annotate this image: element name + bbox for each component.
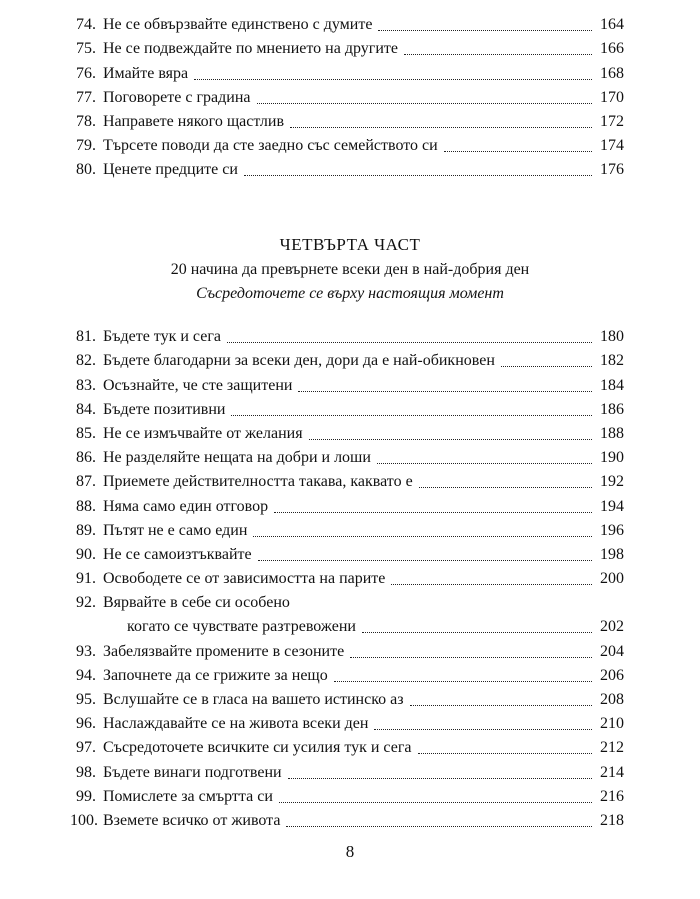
toc-entry (70, 807, 624, 831)
dot-leader (374, 728, 592, 730)
toc-entry (76, 347, 624, 371)
dot-leader (419, 486, 592, 488)
entry-number: 76. (76, 64, 96, 82)
page-number: 8 (345, 842, 355, 861)
entry-page: 204 (600, 642, 624, 660)
toc-entry (76, 517, 624, 541)
entry-number: 74. (76, 16, 96, 34)
entry-title: Няма само един отговор (103, 497, 269, 515)
entry-number: 87. (76, 473, 96, 491)
entry-number: 82. (76, 352, 96, 370)
entry-title: Наслаждавайте се на живота всеки ден (103, 715, 369, 733)
entry-number: 83. (76, 376, 96, 394)
toc-entry (76, 686, 624, 710)
entry-number: 84. (76, 400, 96, 418)
entry-page: 190 (600, 449, 624, 467)
entry-number: 81. (76, 328, 96, 346)
entry-page: 218 (600, 811, 624, 829)
entry-number: 79. (76, 137, 96, 155)
toc-entry (76, 637, 624, 661)
entry-page: 174 (600, 137, 624, 155)
entry-title: Приемете действителността такава, каквато е (103, 473, 413, 491)
dot-leader (444, 150, 592, 152)
entry-page: 208 (600, 691, 624, 708)
entry-title: Осъзнайте, че сте защитени (103, 376, 293, 394)
entry-number: 89. (76, 521, 96, 539)
toc-entry (76, 541, 624, 565)
toc-entry (76, 565, 624, 589)
entry-number: 77. (76, 88, 96, 106)
entry-title: Търсете поводи да сте заедно със семейството си (103, 137, 438, 155)
toc-entry (76, 444, 624, 468)
entry-number: 94. (76, 666, 96, 684)
toc-entry (76, 59, 624, 83)
entry-number: 97. (76, 739, 96, 757)
entry-title: Не се подвеждайте по мнението на другите (103, 40, 398, 58)
entry-number: 95. (76, 691, 96, 708)
part-motto: Съсредоточете се върху настоящия момент (196, 285, 504, 302)
entry-number: 93. (76, 642, 96, 660)
toc-list-bottom (70, 323, 624, 831)
entry-page: 202 (600, 618, 624, 636)
entry-page: 194 (600, 497, 624, 515)
toc-entry (76, 662, 624, 686)
entry-title: Вземете всичко от живота (103, 811, 281, 829)
toc-entry (76, 468, 624, 492)
dot-leader (418, 752, 593, 754)
dot-leader (309, 438, 592, 440)
part-heading (0, 234, 700, 305)
part-title: ЧЕТВЪРТА ЧАСТ (279, 235, 421, 254)
entry-title: Започнете да се грижите за нещо (103, 666, 328, 684)
toc-entry (76, 156, 624, 180)
toc-entry-continuation (76, 613, 624, 637)
entry-number: 78. (76, 112, 96, 130)
dot-leader (286, 825, 592, 827)
entry-number: 88. (76, 497, 96, 515)
part-subtitle: 20 начина да превърнете всеки ден в най-добрия ден (170, 261, 530, 278)
entry-page: 170 (600, 88, 624, 106)
entry-title: Не се обвързвайте единствено с думите (103, 16, 373, 34)
dot-leader (274, 511, 592, 513)
dot-leader (391, 583, 592, 585)
entry-page: 206 (600, 666, 624, 684)
entry-title: Освободете се от зависимостта на парите (103, 570, 386, 588)
dot-leader (290, 126, 592, 128)
dot-leader (350, 656, 592, 658)
toc-entry-first-line (76, 589, 624, 613)
entry-title: Бъдете тук и сега (103, 328, 221, 346)
dot-leader (288, 777, 592, 779)
dot-leader (404, 53, 592, 55)
entry-page: 196 (600, 521, 624, 539)
entry-page: 184 (600, 376, 624, 394)
entry-number: 96. (76, 715, 96, 733)
entry-page: 192 (600, 473, 624, 491)
entry-page: 168 (600, 64, 624, 82)
entry-number: 91. (76, 570, 96, 588)
entry-page: 186 (600, 400, 624, 418)
toc-entry (76, 492, 624, 516)
toc-entry (76, 323, 624, 347)
entry-page: 216 (600, 787, 624, 805)
entry-title: Съсредоточете всичките си усилия тук и сега (103, 739, 412, 757)
entry-title: Не се самоизтъквайте (103, 545, 252, 563)
toc-entry (76, 84, 624, 108)
toc-entry (76, 758, 624, 782)
entry-page: 212 (600, 739, 624, 757)
entry-page: 172 (600, 112, 624, 130)
entry-number: 99. (76, 787, 96, 805)
dot-leader (334, 680, 592, 682)
entry-page: 182 (600, 352, 624, 370)
dot-leader (501, 365, 592, 367)
toc-entry (76, 734, 624, 758)
toc-list-top (76, 11, 624, 180)
toc-entry (76, 11, 624, 35)
entry-title: Вярвайте в себе си особено (103, 594, 290, 612)
dot-leader (194, 78, 592, 80)
toc-entry (76, 783, 624, 807)
toc-entry (76, 35, 624, 59)
entry-page: 188 (600, 424, 624, 442)
entry-title: Помислете за смъртта си (103, 787, 273, 805)
entry-number: 85. (76, 424, 96, 442)
entry-page: 200 (600, 570, 624, 588)
entry-title-continuation: когато се чувствате разтревожени (127, 618, 356, 636)
entry-title: Ценете предците си (103, 161, 238, 179)
dot-leader (377, 462, 592, 464)
entry-page: 198 (600, 545, 624, 563)
entry-number: 80. (76, 161, 96, 179)
entry-page: 176 (600, 161, 624, 179)
entry-title: Бъдете благодарни за всеки ден, дори да е най-обикновен (103, 352, 495, 370)
entry-number: 98. (76, 763, 96, 781)
entry-title: Забелязвайте промените в сезоните (103, 642, 345, 660)
dot-leader (231, 414, 592, 416)
entry-title: Бъдете позитивни (103, 400, 226, 418)
entry-title: Направете някого щастлив (103, 112, 285, 130)
toc-entry (76, 420, 624, 444)
entry-title: Вслушайте се в гласа на вашето истинско аз (103, 691, 404, 708)
entry-page: 180 (600, 328, 624, 346)
entry-number: 86. (76, 449, 96, 467)
dot-leader (410, 704, 592, 706)
dot-leader (378, 29, 592, 31)
entry-title: Бъдете винаги подготвени (103, 763, 282, 781)
entry-number: 75. (76, 40, 96, 58)
entry-title: Не разделяйте нещата на добри и лоши (103, 449, 371, 467)
dot-leader (257, 102, 593, 104)
entry-title: Не се измъчвайте от желания (103, 424, 303, 442)
entry-title: Пътят не е само един (103, 521, 248, 539)
dot-leader (298, 390, 592, 392)
toc-entry (76, 371, 624, 395)
toc-entry (76, 108, 624, 132)
dot-leader (253, 535, 592, 537)
entry-title: Имайте вяра (103, 64, 189, 82)
entry-page: 214 (600, 763, 624, 781)
dot-leader (362, 631, 592, 633)
entry-page: 164 (600, 16, 624, 34)
entry-number: 100. (70, 811, 98, 829)
entry-number: 90. (76, 545, 96, 563)
entry-page: 166 (600, 40, 624, 58)
dot-leader (244, 174, 592, 176)
dot-leader (227, 341, 592, 343)
dot-leader (279, 801, 592, 803)
toc-entry (76, 132, 624, 156)
toc-entry (76, 710, 624, 734)
toc-entry (76, 396, 624, 420)
dot-leader (258, 559, 592, 561)
entry-page: 210 (600, 715, 624, 733)
entry-number: 92. (76, 594, 96, 612)
entry-title: Поговорете с градина (103, 88, 251, 106)
